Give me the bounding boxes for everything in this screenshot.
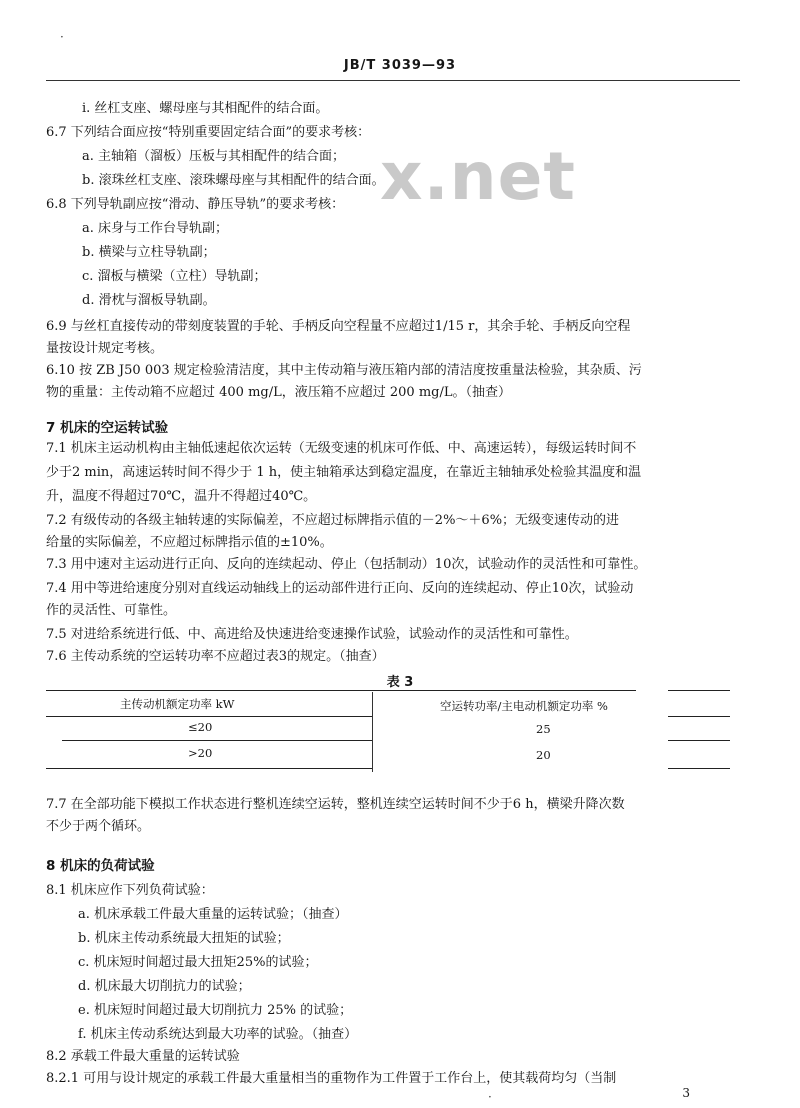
watermark: x.net: [380, 138, 576, 215]
table-row-1-power: ≤20: [188, 720, 213, 734]
text-line: 少于2 min，高速运转时间不得少于 1 h，使主轴箱承达到稳定温度，在靠近主轴轴承处检验其温度和温: [46, 465, 642, 480]
text-line: c. 溜板与横梁（立柱）导轨副；: [82, 269, 267, 284]
text-line: d. 机床最大切削抗力的试验；: [78, 979, 251, 994]
section-heading: 8 机床的负荷试验: [46, 858, 155, 874]
table-row-rule-right: [668, 740, 730, 741]
table-header-rule-right: [668, 716, 730, 717]
scan-speck: ·: [488, 1090, 492, 1104]
scan-speck: ·: [60, 30, 64, 44]
text-line: 作的灵活性、可靠性。: [46, 603, 177, 618]
text-line: 7.6 主传动系统的空运转功率不应超过表3的规定。（抽查）: [46, 649, 385, 664]
text-line: 6.7 下列结合面应按“特别重要固定结合面”的要求考核：: [46, 125, 371, 140]
text-line: 7.7 在全部功能下模拟工作状态进行整机连续空运转，整机连续空运转时间不少于6 h，横梁升降次数: [46, 797, 625, 812]
text-line: 8.1 机床应作下列负荷试验：: [46, 883, 214, 898]
table-header-power: 主传动机额定功率 kW: [120, 697, 235, 711]
text-line: 不少于两个循环。: [46, 819, 151, 834]
table-header-rule: [46, 716, 372, 717]
text-line: 量按设计规定考核。: [46, 341, 164, 356]
text-line: 8.2.1 可用与设计规定的承载工件最大重量相当的重物作为工件置于工作台上，使其载荷均匀（当制: [46, 1071, 617, 1086]
table-bottom-rule: [46, 768, 372, 769]
table-bottom-rule-right: [668, 768, 730, 769]
table-caption: 表 3: [386, 675, 414, 690]
table-row-2-power: >20: [188, 746, 213, 760]
text-line: b. 机床主传动系统最大扭矩的试验；: [78, 931, 290, 946]
text-line: d. 滑枕与溜板导轨副。: [82, 293, 216, 308]
text-line: i. 丝杠支座、螺母座与其相配件的结合面。: [82, 101, 329, 116]
table-column-divider: [372, 692, 373, 772]
text-line: c. 机床短时间超过最大扭矩25%的试验；: [78, 955, 318, 970]
text-line: 7.1 机床主运动机构由主轴低速起依次运转（无级变速的机床可作低、中、高速运转），每级运转时间不: [46, 441, 637, 456]
text-line: a. 主轴箱（溜板）压板与其相配件的结合面；: [82, 149, 346, 164]
text-line: 7.2 有级传动的各级主轴转速的实际偏差，不应超过标牌指示值的－2%～＋6%；无级变速传动的进: [46, 513, 620, 528]
text-line: 7.4 用中等进给速度分别对直线运动轴线上的运动部件进行正向、反向的连续起动、停止10次，试验动: [46, 581, 634, 596]
table-header-ratio: 空运转功率/主电动机额定功率 %: [440, 699, 608, 713]
table-row-2-ratio: 20: [536, 748, 551, 762]
table-top-rule: [46, 690, 636, 691]
text-line: a. 床身与工作台导轨副；: [82, 221, 229, 236]
text-line: 7.3 用中速对主运动进行正向、反向的连续起动、停止（包括制动）10次，试验动作的灵活性和可靠性。: [46, 557, 647, 572]
text-line: a. 机床承载工件最大重量的运转试验；（抽查）: [78, 907, 348, 922]
text-line: 7.5 对进给系统进行低、中、高进给及快速进给变速操作试验，试验动作的灵活性和可靠性。: [46, 627, 578, 642]
table-row-rule: [62, 740, 372, 741]
text-line: 6.9 与丝杠直接传动的带刻度装置的手轮、手柄反向空程量不应超过1/15 r，其余手轮、手柄反向空程: [46, 319, 631, 334]
text-line: b. 滚珠丝杠支座、滚珠螺母座与其相配件的结合面。: [82, 173, 385, 188]
table-top-rule-right: [668, 690, 730, 691]
text-line: b. 横梁与立柱导轨副；: [82, 245, 216, 260]
text-line: f. 机床主传动系统达到最大功率的试验。（抽查）: [78, 1027, 358, 1042]
text-line: 物的重量：主传动箱不应超过 400 mg/L，液压箱不应超过 200 mg/L。（抽查）: [46, 385, 511, 400]
text-line: 6.8 下列导轨副应按“滑动、静压导轨”的要求考核：: [46, 197, 345, 212]
text-line: e. 机床短时间超过最大切削抗力 25% 的试验；: [78, 1003, 353, 1018]
section-heading: 7 机床的空运转试验: [46, 420, 169, 436]
text-line: 升，温度不得超过70℃，温升不得超过40℃。: [46, 489, 317, 504]
standard-number-header: JB/T 3039—93: [343, 58, 457, 73]
text-line: 6.10 按 ZB J50 003 规定检验清洁度，其中主传动箱与液压箱内部的清洁度按重量法检验，其杂质、污: [46, 363, 642, 378]
table-row-1-ratio: 25: [536, 722, 551, 736]
text-line: 8.2 承载工件最大重量的运转试验: [46, 1049, 240, 1064]
text-line: 给量的实际偏差，不应超过标牌指示值的±10%。: [46, 535, 333, 550]
page-number: 3: [682, 1086, 690, 1100]
header-rule: [46, 80, 740, 81]
